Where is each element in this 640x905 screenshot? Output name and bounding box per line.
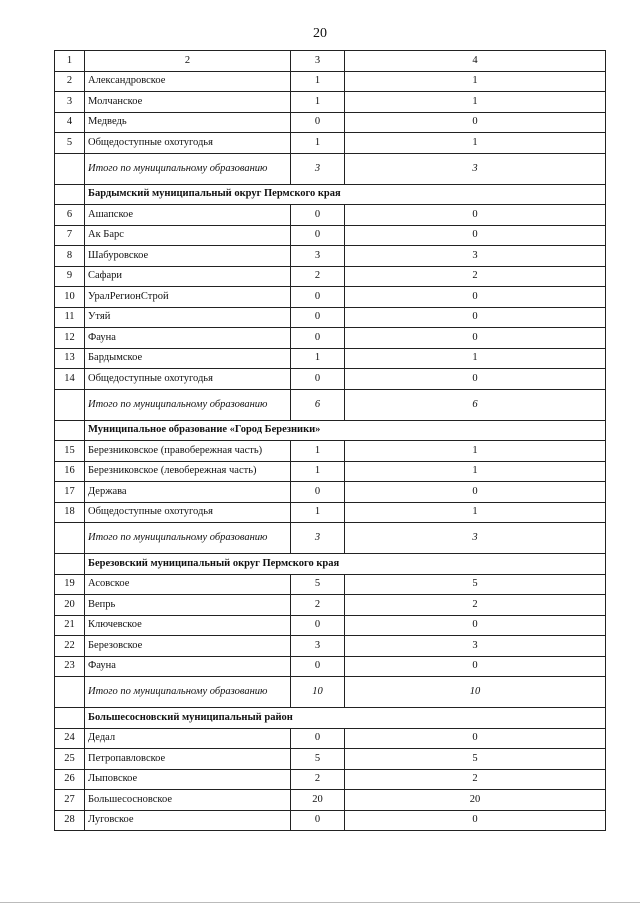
- table-row: [55, 749, 606, 770]
- value-col3: 1: [291, 461, 345, 482]
- row-number: 16: [55, 461, 85, 482]
- table-row: [55, 502, 606, 523]
- table-row: [55, 615, 606, 636]
- hunting-ground-name: Фауна: [85, 328, 291, 349]
- table-row: [55, 461, 606, 482]
- value-col3: 0: [291, 328, 345, 349]
- row-number-cell: [55, 420, 85, 441]
- section-title: Большесосновский муниципальный район: [85, 708, 606, 729]
- value-col4: 2: [345, 595, 606, 616]
- hunting-grounds-table: [54, 50, 606, 831]
- hunting-ground-name: Бардымское: [85, 348, 291, 369]
- value-col4: 0: [345, 615, 606, 636]
- table-row: [55, 246, 606, 267]
- value-col4: 2: [345, 266, 606, 287]
- row-number: 25: [55, 749, 85, 770]
- value-col4: 0: [345, 287, 606, 308]
- table-row: [55, 92, 606, 113]
- hunting-ground-name: Ашапское: [85, 205, 291, 226]
- value-col4: 0: [345, 205, 606, 226]
- subtotal-row: [55, 677, 606, 708]
- value-col4: 3: [345, 246, 606, 267]
- row-number: 19: [55, 574, 85, 595]
- table-row: [55, 225, 606, 246]
- row-number: 23: [55, 656, 85, 677]
- table-row: [55, 266, 606, 287]
- row-number: 4: [55, 112, 85, 133]
- hunting-ground-name: Березниковское (правобережная часть): [85, 441, 291, 462]
- value-col4: 1: [345, 133, 606, 154]
- value-col4: 1: [345, 461, 606, 482]
- table-row: [55, 112, 606, 133]
- row-number-cell: [55, 153, 85, 184]
- hunting-ground-name: Молчанское: [85, 92, 291, 113]
- subtotal-value-col3: 10: [291, 677, 345, 708]
- subtotal-row: [55, 153, 606, 184]
- value-col4: 2: [345, 769, 606, 790]
- hunting-ground-name: Ак Барс: [85, 225, 291, 246]
- table-row: [55, 482, 606, 503]
- value-col4: 0: [345, 810, 606, 831]
- row-number-cell: [55, 184, 85, 205]
- subtotal-value-col3: 6: [291, 389, 345, 420]
- section-title: Березовский муниципальный округ Пермского края: [85, 554, 606, 575]
- table-row: [55, 441, 606, 462]
- row-number-cell: [55, 389, 85, 420]
- table-row: [55, 728, 606, 749]
- hunting-ground-name: Березниковское (левобережная часть): [85, 461, 291, 482]
- value-col3: 1: [291, 92, 345, 113]
- row-number: 28: [55, 810, 85, 831]
- row-number: 5: [55, 133, 85, 154]
- value-col3: 1: [291, 348, 345, 369]
- hunting-ground-name: Вепрь: [85, 595, 291, 616]
- value-col3: 20: [291, 790, 345, 811]
- hunting-ground-name: Фауна: [85, 656, 291, 677]
- hunting-ground-name: Медведь: [85, 112, 291, 133]
- value-col4: 5: [345, 749, 606, 770]
- row-number: 12: [55, 328, 85, 349]
- value-col3: 1: [291, 502, 345, 523]
- subtotal-row: [55, 523, 606, 554]
- hunting-ground-name: Общедоступные охотугодья: [85, 502, 291, 523]
- subtotal-value-col3: 3: [291, 523, 345, 554]
- row-number: 10: [55, 287, 85, 308]
- table-row: [55, 574, 606, 595]
- subtotal-value-col4: 6: [345, 389, 606, 420]
- subtotal-label: Итого по муниципальному образованию: [85, 523, 291, 554]
- value-col4: 5: [345, 574, 606, 595]
- value-col4: 0: [345, 482, 606, 503]
- value-col4: 1: [345, 441, 606, 462]
- value-col3: 0: [291, 615, 345, 636]
- table-row: [55, 328, 606, 349]
- row-number: 27: [55, 790, 85, 811]
- value-col4: 0: [345, 328, 606, 349]
- value-col3: 0: [291, 225, 345, 246]
- hunting-ground-name: Асовское: [85, 574, 291, 595]
- table-row: [55, 790, 606, 811]
- hunting-ground-name: Общедоступные охотугодья: [85, 369, 291, 390]
- subtotal-value-col4: 3: [345, 523, 606, 554]
- value-col3: 2: [291, 769, 345, 790]
- row-number: 17: [55, 482, 85, 503]
- row-number: 2: [55, 71, 85, 92]
- hunting-ground-name: Березовское: [85, 636, 291, 657]
- row-number: 13: [55, 348, 85, 369]
- subtotal-value-col4: 3: [345, 153, 606, 184]
- value-col3: 0: [291, 369, 345, 390]
- row-number: 6: [55, 205, 85, 226]
- section-title: Бардымский муниципальный округ Пермского края: [85, 184, 606, 205]
- row-number: 21: [55, 615, 85, 636]
- row-number-cell: [55, 523, 85, 554]
- value-col4: 20: [345, 790, 606, 811]
- value-col3: 0: [291, 656, 345, 677]
- hunting-ground-name: Утяй: [85, 307, 291, 328]
- row-number: 7: [55, 225, 85, 246]
- hunting-ground-name: Луговское: [85, 810, 291, 831]
- row-number: 3: [55, 92, 85, 113]
- row-number: 18: [55, 502, 85, 523]
- value-col3: 1: [291, 133, 345, 154]
- subtotal-label: Итого по муниципальному образованию: [85, 153, 291, 184]
- row-number-cell: [55, 677, 85, 708]
- value-col3: 0: [291, 307, 345, 328]
- subtotal-row: [55, 389, 606, 420]
- table-header-row: [55, 51, 606, 72]
- value-col3: 2: [291, 266, 345, 287]
- column-header-4: 4: [345, 51, 606, 72]
- hunting-ground-name: Лыповское: [85, 769, 291, 790]
- row-number: 26: [55, 769, 85, 790]
- value-col4: 1: [345, 348, 606, 369]
- page-number: 20: [313, 26, 327, 41]
- value-col3: 0: [291, 205, 345, 226]
- column-header-2: 2: [85, 51, 291, 72]
- row-number: 22: [55, 636, 85, 657]
- value-col4: 1: [345, 502, 606, 523]
- value-col3: 0: [291, 728, 345, 749]
- value-col4: 0: [345, 728, 606, 749]
- row-number: 8: [55, 246, 85, 267]
- hunting-ground-name: Дедал: [85, 728, 291, 749]
- table-row: [55, 348, 606, 369]
- page-bottom-edge: [0, 902, 640, 903]
- table-row: [55, 810, 606, 831]
- value-col4: 1: [345, 92, 606, 113]
- hunting-ground-name: Шабуровское: [85, 246, 291, 267]
- hunting-ground-name: УралРегионСтрой: [85, 287, 291, 308]
- value-col3: 3: [291, 636, 345, 657]
- column-header-3: 3: [291, 51, 345, 72]
- row-number: 11: [55, 307, 85, 328]
- subtotal-value-col3: 3: [291, 153, 345, 184]
- value-col3: 0: [291, 287, 345, 308]
- row-number-cell: [55, 554, 85, 575]
- value-col4: 0: [345, 225, 606, 246]
- section-title: Муниципальное образование «Город Березники»: [85, 420, 606, 441]
- section-header-row: [55, 184, 606, 205]
- column-header-1: 1: [55, 51, 85, 72]
- row-number: 9: [55, 266, 85, 287]
- table-row: [55, 133, 606, 154]
- subtotal-label: Итого по муниципальному образованию: [85, 389, 291, 420]
- row-number-cell: [55, 708, 85, 729]
- table-row: [55, 71, 606, 92]
- value-col4: 0: [345, 369, 606, 390]
- table-row: [55, 287, 606, 308]
- table-row: [55, 656, 606, 677]
- table-body: [55, 51, 606, 831]
- value-col3: 5: [291, 574, 345, 595]
- hunting-ground-name: Большесосновское: [85, 790, 291, 811]
- table-row: [55, 369, 606, 390]
- value-col3: 0: [291, 810, 345, 831]
- row-number: 15: [55, 441, 85, 462]
- value-col3: 1: [291, 441, 345, 462]
- hunting-ground-name: Общедоступные охотугодья: [85, 133, 291, 154]
- value-col3: 0: [291, 482, 345, 503]
- hunting-ground-name: Держава: [85, 482, 291, 503]
- row-number: 24: [55, 728, 85, 749]
- row-number: 14: [55, 369, 85, 390]
- value-col4: 1: [345, 71, 606, 92]
- table-row: [55, 636, 606, 657]
- hunting-ground-name: Ключевское: [85, 615, 291, 636]
- value-col3: 1: [291, 71, 345, 92]
- table-row: [55, 205, 606, 226]
- value-col3: 3: [291, 246, 345, 267]
- section-header-row: [55, 420, 606, 441]
- table-row: [55, 595, 606, 616]
- value-col4: 3: [345, 636, 606, 657]
- value-col3: 5: [291, 749, 345, 770]
- value-col3: 2: [291, 595, 345, 616]
- value-col4: 0: [345, 112, 606, 133]
- value-col3: 0: [291, 112, 345, 133]
- hunting-ground-name: Петропавловское: [85, 749, 291, 770]
- row-number: 20: [55, 595, 85, 616]
- value-col4: 0: [345, 307, 606, 328]
- value-col4: 0: [345, 656, 606, 677]
- section-header-row: [55, 554, 606, 575]
- table-row: [55, 769, 606, 790]
- section-header-row: [55, 708, 606, 729]
- hunting-ground-name: Александровское: [85, 71, 291, 92]
- subtotal-label: Итого по муниципальному образованию: [85, 677, 291, 708]
- subtotal-value-col4: 10: [345, 677, 606, 708]
- hunting-ground-name: Сафари: [85, 266, 291, 287]
- table-row: [55, 307, 606, 328]
